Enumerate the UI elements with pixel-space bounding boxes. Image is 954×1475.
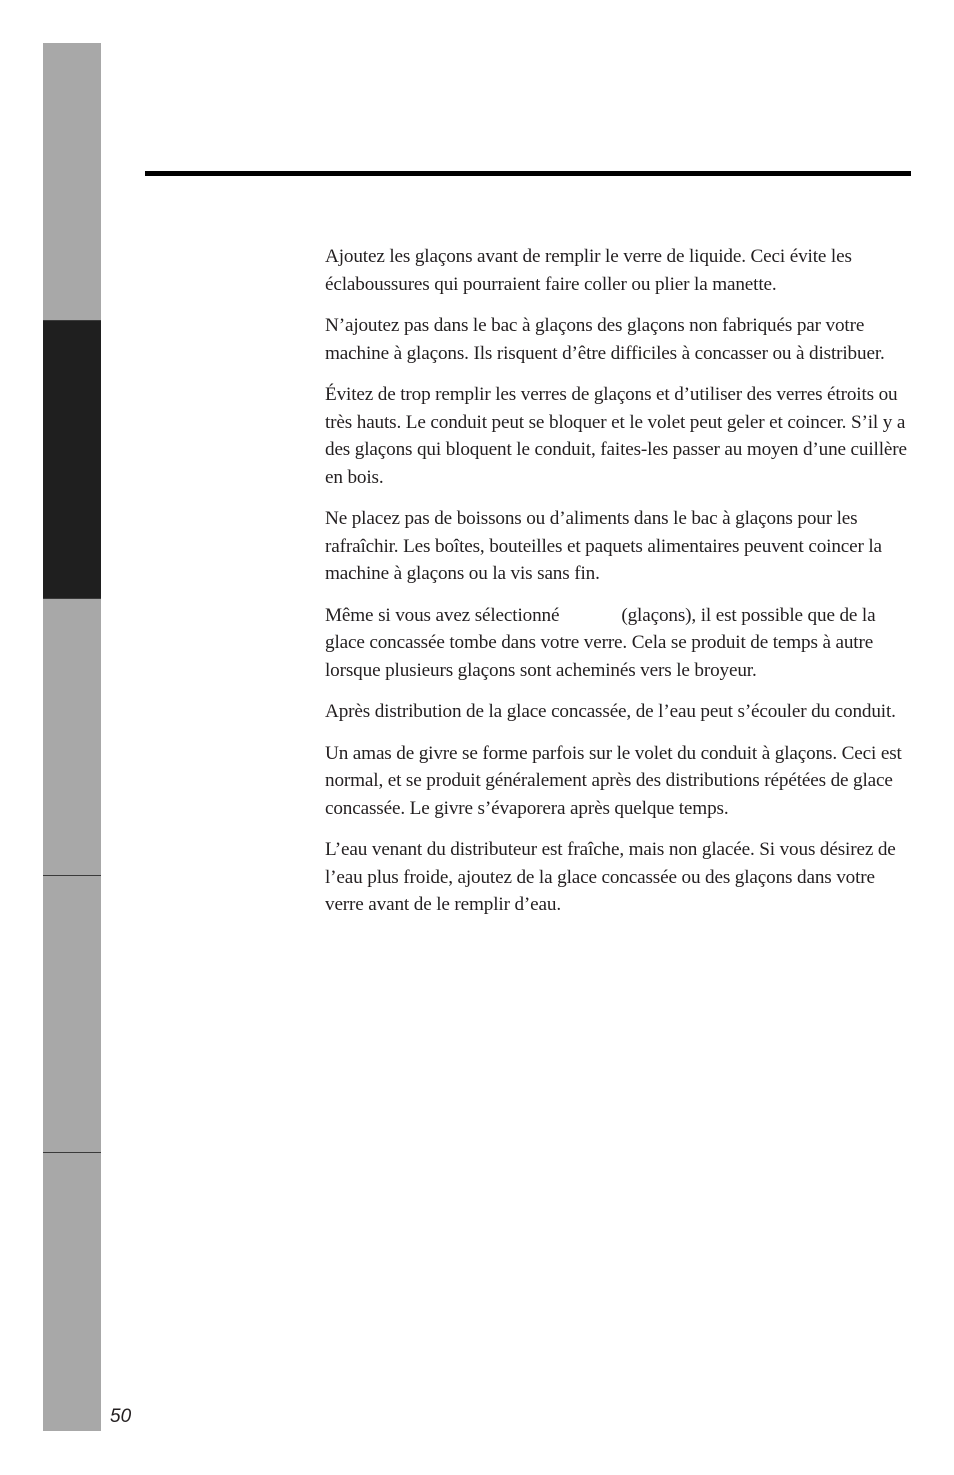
paragraph: Ajoutez les glaçons avant de remplir le verre de liquide. Ceci évite les éclaboussures qui pourraient faire coller ou plier la manette. xyxy=(325,246,852,295)
paragraph: N’ajoutez pas dans le bac à glaçons des glaçons non fabriqués par votre machine à glaçons. Ils risquent d’être difficiles à concasser ou à distribuer. xyxy=(325,315,885,364)
body-text xyxy=(325,243,915,933)
paragraph: Ne placez pas de boissons ou d’aliments dans le bac à glaçons pour les rafraîchir. Les boîtes, bouteilles et paquets alimentaires peuvent coincer la machine à glaçons ou la vis sans fin. xyxy=(325,508,882,584)
side-tab-5 xyxy=(43,1153,101,1431)
paragraph-part: Même si vous avez sélectionné xyxy=(325,604,560,626)
page-number: 50 xyxy=(110,1406,132,1427)
side-tab-1 xyxy=(43,43,101,321)
paragraph: Évitez de trop remplir les verres de glaçons et d’utiliser des verres étroits ou très hauts. Le conduit peut se bloquer et le volet peut geler et coincer. S’il y a des glaçons qui bloquent le conduit, faites-les passer au moyen d’une cuillère en bois. xyxy=(325,384,907,488)
paragraph: L’eau venant du distributeur est fraîche, mais non glacée. Si vous désirez de l’eau plus froide, ajoutez de la glace concassée ou des glaçons dans votre verre avant de le remplir d’eau. xyxy=(325,839,896,915)
paragraph: Un amas de givre se forme parfois sur le volet du conduit à glaçons. Ceci est normal, et se produit généralement après des distributions répétées de glace concassée. Le givre s’évaporera après quelque temps. xyxy=(325,742,902,819)
header-rule xyxy=(145,171,911,176)
side-tab-4 xyxy=(43,876,101,1153)
side-tab-3 xyxy=(43,599,101,876)
paragraph: Après distribution de la glace concassée, de l’eau peut s’écouler du conduit. xyxy=(325,701,896,722)
side-tab-2-active xyxy=(43,321,101,599)
paragraph-part: (glaçons), il est possible que de la glace concassée tombe dans votre verre. Cela se produit de temps à autre lorsque plusieurs glaçons sont acheminés vers le broyeur. xyxy=(325,604,876,681)
paragraph-cubed-note xyxy=(325,602,915,685)
